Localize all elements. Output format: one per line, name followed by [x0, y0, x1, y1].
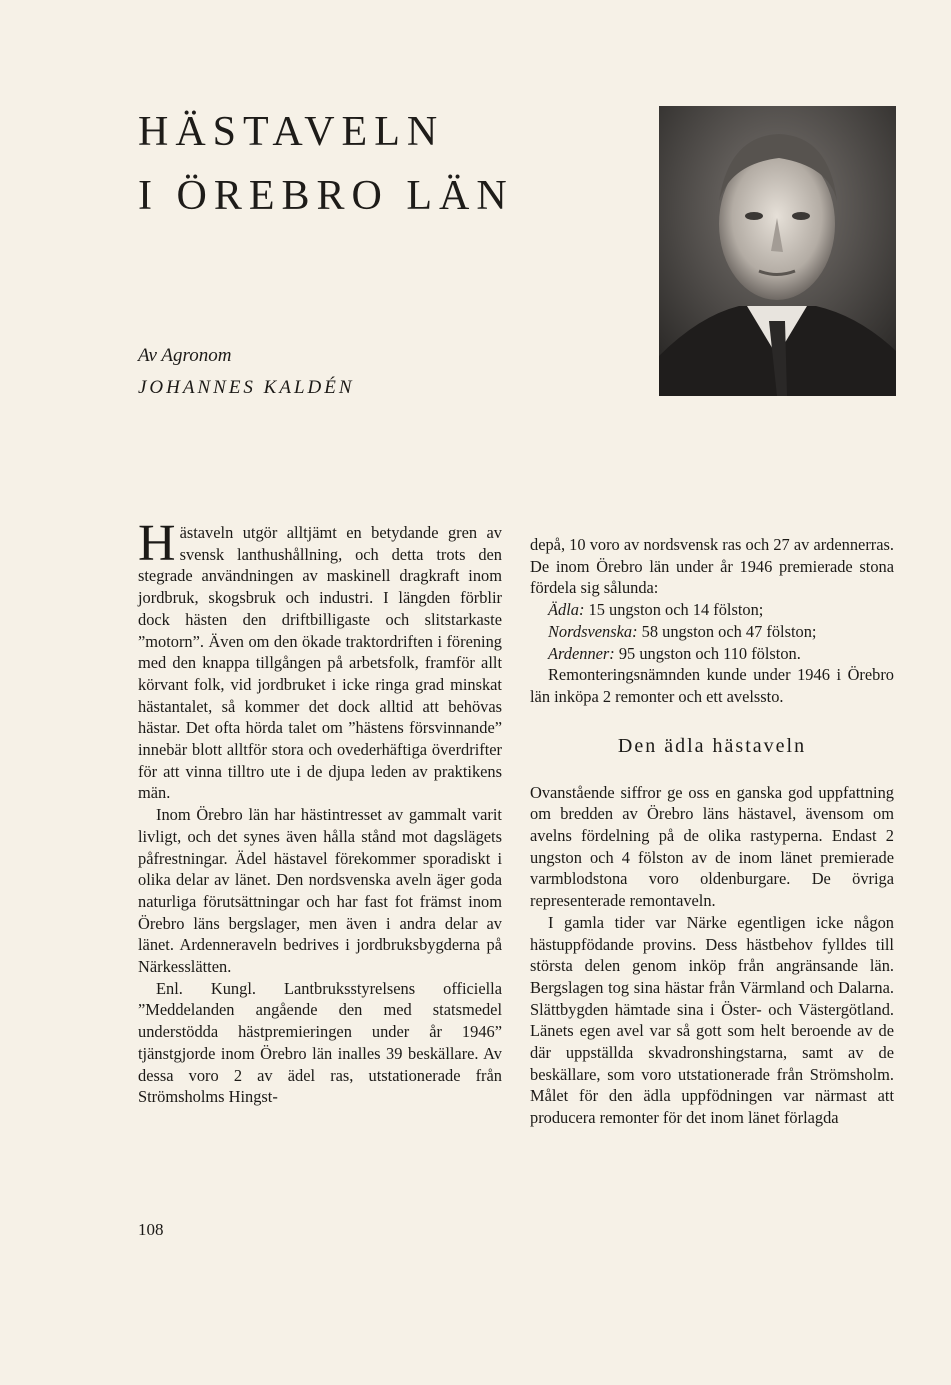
paragraph: Enl. Kungl. Lantbruksstyrelsens officiella ”Meddelanden angående den med statsmedel understödda hästpremieringen under år 1946” tjänstgjorde inom Örebro län inalles 39 beskällare. Av dessa voro 2 av ädel ras, utstationerade från Strömsholms Hingst- [138, 978, 502, 1107]
breed-stats: 15 ungston och 14 fölston; [584, 600, 764, 620]
byline-author: JOHANNES KALDÉN [138, 377, 355, 398]
article-title-line-2: I ÖREBRO LÄN [138, 173, 514, 219]
breed-stats: 58 ungston och 47 fölston; [637, 621, 817, 641]
paragraph: Remonteringsnämnden kunde under 1946 i Örebro län inköpa 2 remonter och ett avelssto. [530, 665, 894, 706]
drop-cap: H [138, 515, 176, 572]
breed-name: Ardenner: [548, 643, 615, 663]
left-column [138, 515, 502, 1108]
section-heading: Den ädla hästaveln [617, 734, 807, 757]
article-title-line-1: HÄSTAVELN [138, 109, 445, 155]
author-portrait [659, 106, 896, 396]
paragraph: I gamla tider var Närke egentligen icke någon hästuppfödande provins. Dess hästbehov fylldes till största delen genom inköp från angränsande län. Bergslagen tog sina hästar från Värmland och Dalarna. Slättbygden hämtade sina i Öster- och Västergötland. Länets egen avel var så gott som helt beroende av de där uppställda skvadronshingstarna, samt av de beskällare, som voro utstationerade från Strömsholm. Målet för den ädla uppfödningen var närmast att producera remonter för det inom länet förlagda [530, 912, 894, 1128]
breed-name: Nordsvenska: [548, 621, 638, 641]
paragraph-text: ästaveln utgör alltjämt en betydande gren av svensk lanthushållning, och detta trots den stegrade användningen av maskinell dragkraft inom jordbruk, skogsbruk och industri. I längden förblir dock hästen den driftbilligaste och slitstarkaste ”motorn”. Även om den ökade traktordriften i förening med den knappa tillgången på arbetsfolk, framför allt körvant folk, vid jordbruket i icke ringa grad minskat hästantalet, så kommer det dock alltid att behövas hästar. Det ofta hörda talet om ”hästens försvinnande” innebär blott alltför stora och ovederhäftiga överdrifter för att vinna tilltro ute i de djupa leden av praktikens män. [138, 523, 502, 803]
breed-stats-line [530, 621, 894, 643]
breed-stats: 95 ungston och 110 fölston. [614, 643, 801, 663]
breed-stats-line [530, 643, 894, 665]
paragraph: Ovanstående siffror ge oss en ganska god uppfattning om bredden av Örebro läns hästavel, ävensom om avelns fördelning på de olika rastyperna. Endast 2 ungston och 4 fölston av de inom länet premierade varmblodstona voro oldenburgare. De övriga representerade remontaveln. [530, 782, 894, 911]
breed-stats-line [530, 599, 894, 621]
portrait-photo-icon [659, 106, 896, 396]
paragraph: Inom Örebro län har hästintresset av gammalt varit livligt, och det synes även hålla stånd mot dagslägets påfrestningar. Ädel hästavel förekommer sporadiskt i olika delar av länet. Den nordsvenska aveln äger goda naturliga förutsättningar och har fast fot främst inom Örebro läns bergslager, men även i andra delar av länet. Ardenneraveln bedrives i jordbruksbygderna på Närkesslätten. [138, 805, 502, 977]
paragraph [138, 515, 502, 804]
page-number: 108 [138, 1220, 164, 1239]
breed-name: Ädla: [548, 600, 585, 620]
article-title [138, 100, 514, 228]
right-column [530, 534, 894, 1129]
paragraph: depå, 10 voro av nordsvensk ras och 27 av ardennerras. De inom Örebro län under år 1946 premierade stona fördela sig sålunda: [530, 535, 894, 598]
byline-prefix: Av Agronom [138, 345, 232, 366]
byline [138, 340, 355, 404]
